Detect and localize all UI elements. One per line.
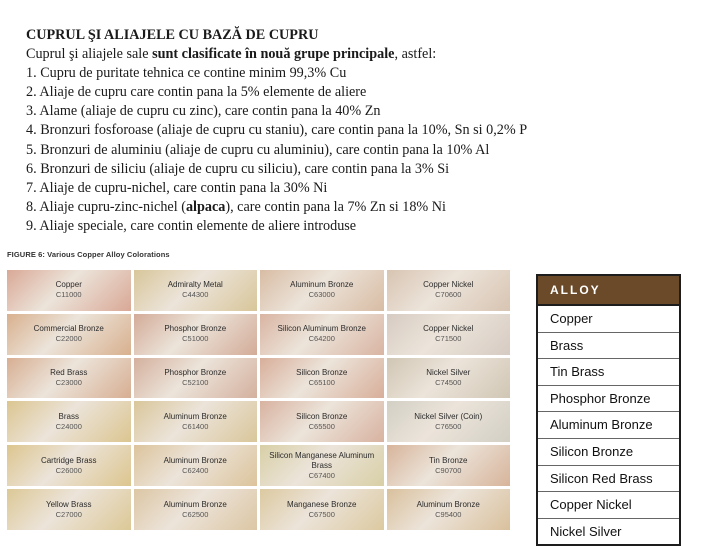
swatch-code: C67500 bbox=[308, 509, 335, 519]
swatch-name: Aluminum Bronze bbox=[163, 411, 227, 421]
alloy-table-row: Tin Brass bbox=[538, 359, 679, 386]
swatch-name: Yellow Brass bbox=[45, 499, 92, 509]
swatch-name: Aluminum Bronze bbox=[163, 455, 227, 465]
swatch-name: Aluminum Bronze bbox=[290, 280, 354, 290]
alloy-swatch bbox=[7, 358, 131, 399]
swatch-name: Phosphor Bronze bbox=[164, 368, 227, 378]
swatch-code: C76500 bbox=[435, 421, 462, 431]
swatch-name: Cartridge Brass bbox=[40, 455, 97, 465]
intro-line bbox=[26, 45, 666, 64]
swatch-name: Nickel Silver bbox=[426, 368, 471, 378]
alloy-swatch bbox=[387, 314, 511, 355]
alloy-table-row: Copper bbox=[538, 306, 679, 333]
swatch-code: C24000 bbox=[55, 421, 82, 431]
swatch-code: C64200 bbox=[308, 334, 335, 344]
alloy-swatch bbox=[7, 270, 131, 311]
swatch-name: Phosphor Bronze bbox=[164, 324, 227, 334]
swatch-name: Silicon Manganese Aluminum Brass bbox=[269, 450, 375, 470]
alloy-swatch bbox=[387, 489, 511, 530]
alloy-swatch bbox=[260, 489, 384, 530]
swatch-code: C11000 bbox=[55, 290, 82, 300]
swatch-name: Aluminum Bronze bbox=[416, 499, 480, 509]
list-item: 4. Bronzuri fosforoase (aliaje de cupru cu staniu), care contin pana la 10%, Sn si 0,2% P bbox=[26, 122, 528, 139]
swatch-name: Silicon Aluminum Bronze bbox=[277, 324, 366, 334]
swatch-name: Tin Bronze bbox=[429, 455, 468, 465]
swatch-name: Brass bbox=[58, 411, 79, 421]
alloy-swatch bbox=[7, 401, 131, 442]
item8-after: ), care contin pana la 7% Zn si 18% Ni bbox=[225, 198, 446, 215]
alloy-table-row: Copper Nickel bbox=[538, 492, 679, 519]
swatch-code: C71500 bbox=[435, 334, 462, 344]
swatch-code: C65100 bbox=[308, 378, 335, 388]
alloy-swatch bbox=[260, 401, 384, 442]
alloy-table-row: Brass bbox=[538, 333, 679, 360]
swatch-code: C27000 bbox=[55, 509, 82, 519]
swatch-name: Manganese Bronze bbox=[287, 499, 357, 509]
swatch-name: Aluminum Bronze bbox=[163, 499, 227, 509]
swatch-code: C62400 bbox=[182, 465, 209, 475]
swatch-code: C74500 bbox=[435, 378, 462, 388]
swatch-name: Silicon Bronze bbox=[296, 368, 348, 378]
alloy-table-row: Silicon Red Brass bbox=[538, 466, 679, 493]
page-title: CUPRUL ŞI ALIAJELE CU BAZĂ DE CUPRU bbox=[26, 27, 319, 43]
swatch-code: C51000 bbox=[182, 334, 209, 344]
swatch-code: C61400 bbox=[182, 421, 209, 431]
alloy-table-row: Silicon Bronze bbox=[538, 439, 679, 466]
list-item: 5. Bronzuri de aluminiu (aliaje de cupru cu aluminiu), care contin pana la 10% Al bbox=[26, 141, 490, 158]
alloy-swatch bbox=[134, 314, 258, 355]
list-item: 3. Alame (aliaje de cupru cu zinc), care contin pana la 40% Zn bbox=[26, 103, 381, 120]
swatch-name: Commercial Bronze bbox=[33, 324, 104, 334]
swatch-code: C67400 bbox=[308, 470, 335, 480]
alloy-swatch bbox=[387, 445, 511, 486]
alloy-swatch bbox=[260, 314, 384, 355]
alloy-swatch bbox=[7, 445, 131, 486]
alloy-table bbox=[536, 274, 681, 546]
alloy-swatch bbox=[7, 314, 131, 355]
list-item: 7. Aliaje de cupru-nichel, care contin pana la 30% Ni bbox=[26, 179, 328, 196]
swatch-code: C63000 bbox=[308, 290, 335, 300]
alloy-swatch bbox=[260, 445, 384, 486]
alloy-swatch-grid bbox=[7, 270, 510, 530]
swatch-code: C70600 bbox=[435, 290, 462, 300]
swatch-code: C95400 bbox=[435, 509, 462, 519]
item8-before: 8. Aliaje cupru-zinc-nichel ( bbox=[26, 198, 186, 215]
figure-caption: FIGURE 6: Various Copper Alloy Colorations bbox=[7, 250, 170, 259]
alloy-table-row: Aluminum Bronze bbox=[538, 412, 679, 439]
list-item bbox=[26, 198, 666, 217]
swatch-code: C90700 bbox=[435, 465, 462, 475]
alloy-table-row: Nickel Silver bbox=[538, 519, 679, 545]
alloy-swatch bbox=[7, 489, 131, 530]
swatch-name: Red Brass bbox=[50, 368, 88, 378]
item8-bold: alpaca bbox=[185, 198, 226, 215]
intro-bold: sunt clasificate în nouă grupe principale bbox=[152, 46, 395, 63]
alloy-swatch bbox=[260, 358, 384, 399]
swatch-code: C62500 bbox=[182, 509, 209, 519]
alloy-table-header: ALLOY bbox=[538, 276, 679, 306]
swatch-code: C44300 bbox=[182, 290, 209, 300]
alloy-swatch bbox=[134, 445, 258, 486]
swatch-name: Copper bbox=[55, 280, 82, 290]
swatch-code: C52100 bbox=[182, 378, 209, 388]
text-block bbox=[26, 26, 666, 236]
alloy-swatch bbox=[387, 401, 511, 442]
alloy-swatch bbox=[134, 270, 258, 311]
swatch-name: Nickel Silver (Coin) bbox=[414, 411, 483, 421]
swatch-name: Admiralty Metal bbox=[167, 280, 223, 290]
alloy-swatch bbox=[134, 489, 258, 530]
swatch-name: Copper Nickel bbox=[423, 324, 474, 334]
swatch-name: Copper Nickel bbox=[423, 280, 474, 290]
swatch-code: C22000 bbox=[55, 334, 82, 344]
alloy-table-row: Phosphor Bronze bbox=[538, 386, 679, 413]
alloy-swatch bbox=[134, 358, 258, 399]
list-item: 1. Cupru de puritate tehnica ce contine minim 99,3% Cu bbox=[26, 65, 347, 82]
list-item: 6. Bronzuri de siliciu (aliaje de cupru cu siliciu), care contin pana la 3% Si bbox=[26, 160, 450, 177]
alloy-swatch bbox=[134, 401, 258, 442]
swatch-code: C65500 bbox=[308, 421, 335, 431]
swatch-code: C23000 bbox=[55, 378, 82, 388]
intro-after: , astfel: bbox=[394, 46, 437, 63]
alloy-swatch bbox=[387, 358, 511, 399]
intro-before: Cuprul şi aliajele sale bbox=[26, 46, 153, 63]
list-item: 2. Aliaje de cupru care contin pana la 5% elemente de aliere bbox=[26, 84, 367, 101]
swatch-name: Silicon Bronze bbox=[296, 411, 348, 421]
swatch-code: C26000 bbox=[55, 465, 82, 475]
alloy-swatch bbox=[260, 270, 384, 311]
alloy-swatch bbox=[387, 270, 511, 311]
list-item: 9. Aliaje speciale, care contin elemente de aliere introduse bbox=[26, 217, 357, 234]
